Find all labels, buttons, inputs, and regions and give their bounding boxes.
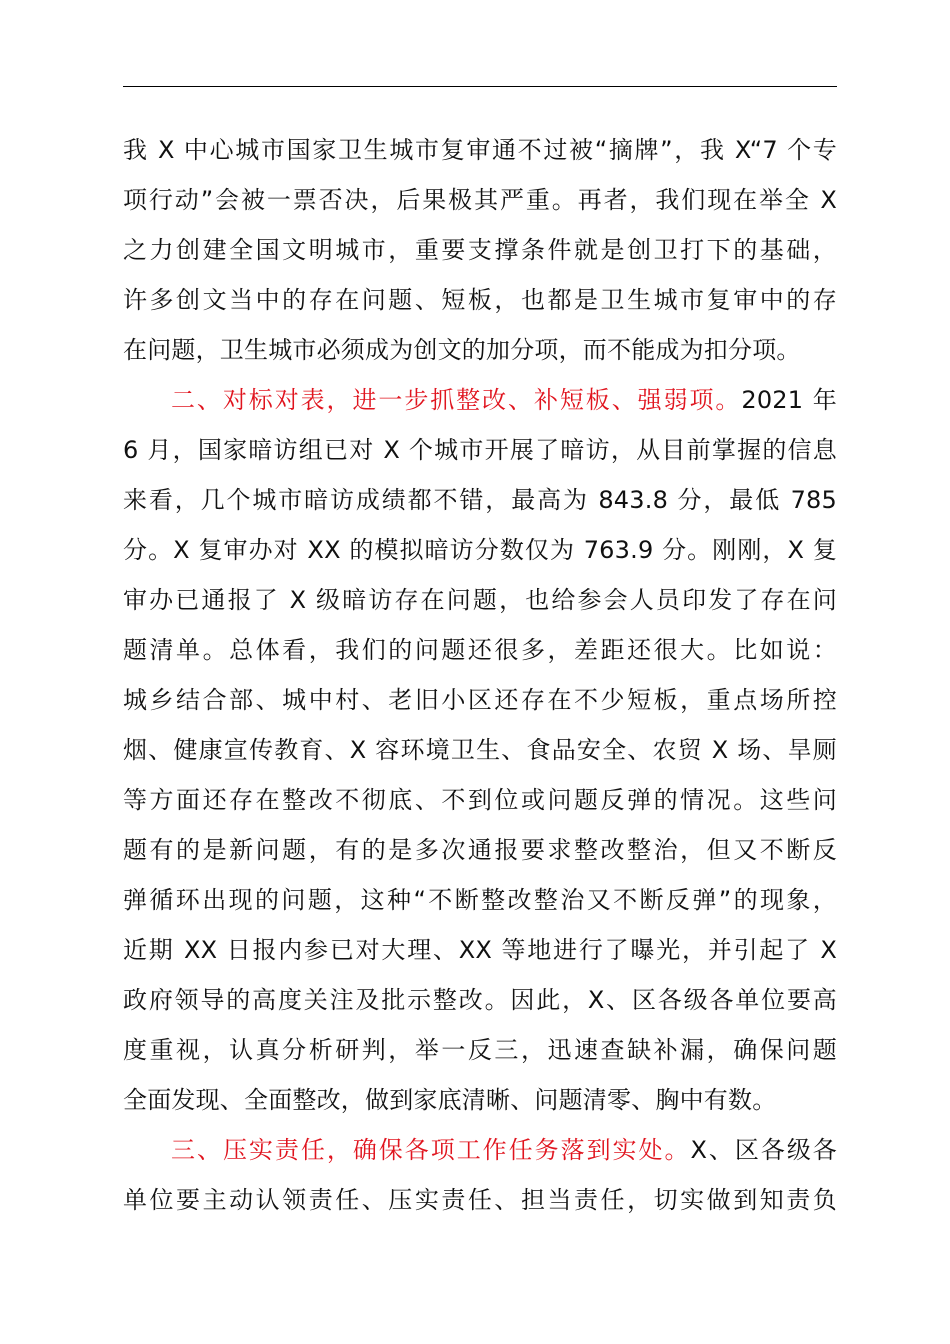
- text-line: 政府领导的高度关注及批示整改。因此，X、区各级各单位要高: [123, 986, 837, 1014]
- text-line: 项行动”会被一票否决，后果极其严重。再者，我们现在举全 X: [123, 186, 837, 214]
- text-line: 题有的是新问题，有的是多次通报要求整改整治，但又不断反: [123, 836, 837, 864]
- paragraph-2: [123, 375, 837, 1125]
- text-line: 来看，几个城市暗访成绩都不错，最高为 843.8 分，最低 785: [123, 486, 837, 514]
- text-line: 近期 XX 日报内参已对大理、XX 等地进行了曝光，并引起了 X: [123, 936, 837, 964]
- text-line: [123, 375, 837, 425]
- text-line: 题清单。总体看，我们的问题还很多，差距还很大。比如说：: [123, 636, 837, 664]
- text-line: 弹循环出现的问题，这种“不断整改整治又不断反弹”的现象，: [123, 886, 837, 914]
- text-line: 度重视，认真分析研判，举一反三，迅速查缺补漏，确保问题: [123, 1036, 837, 1064]
- text-line: 烟、健康宣传教育、X 容环境卫生、食品安全、农贸 X 场、旱厕: [123, 736, 837, 764]
- heading-line-rest: 2021 年: [741, 386, 837, 414]
- text-line: 分。X 复审办对 XX 的模拟暗访分数仅为 763.9 分。刚刚，X 复: [123, 536, 837, 564]
- text-line: 许多创文当中的存在问题、短板，也都是卫生城市复审中的存: [123, 286, 837, 314]
- text-line: 我 X 中心城市国家卫生城市复审通不过被“摘牌”，我 X“7 个专: [123, 136, 837, 164]
- text-line: 单位要主动认领责任、压实责任、担当责任，切实做到知责负: [123, 1186, 837, 1214]
- header-rule: [123, 86, 837, 87]
- paragraph-1: [123, 125, 837, 375]
- section-heading-3: 三、压实责任，确保各项工作任务落到实处。: [171, 1136, 691, 1164]
- document-body: [123, 125, 837, 1225]
- text-line: 审办已通报了 X 级暗访存在问题，也给参会人员印发了存在问: [123, 586, 837, 614]
- text-line: 在问题，卫生城市必须成为创文的加分项，而不能成为扣分项。: [123, 336, 801, 364]
- paragraph-3: [123, 1125, 837, 1225]
- heading-line-rest: X、区各级各: [690, 1136, 837, 1164]
- text-line: 6 月，国家暗访组已对 X 个城市开展了暗访，从目前掌握的信息: [123, 436, 837, 464]
- text-line: 之力创建全国文明城市，重要支撑条件就是创卫打下的基础，: [123, 236, 837, 264]
- text-line: 城乡结合部、城中村、老旧小区还存在不少短板，重点场所控: [123, 686, 837, 714]
- section-heading-2: 二、对标对表，进一步抓整改、补短板、强弱项。: [171, 386, 742, 414]
- text-line: 等方面还存在整改不彻底、不到位或问题反弹的情况。这些问: [123, 786, 837, 814]
- text-line: 全面发现、全面整改，做到家底清晰、问题清零、胸中有数。: [123, 1086, 777, 1114]
- text-line: [123, 1125, 837, 1175]
